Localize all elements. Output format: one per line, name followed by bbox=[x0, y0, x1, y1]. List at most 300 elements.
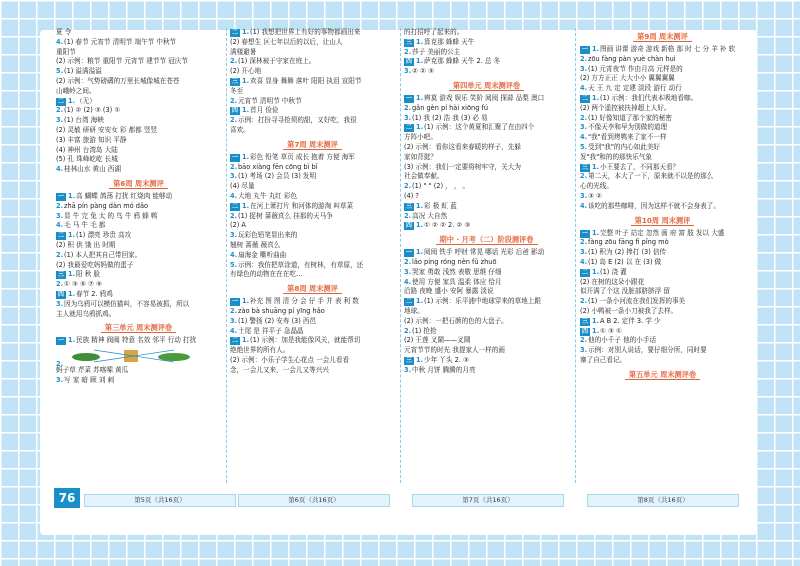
answer-line bbox=[230, 38, 395, 48]
answer-line bbox=[404, 67, 569, 77]
question-number: 1. bbox=[68, 191, 76, 200]
answer-line bbox=[580, 346, 745, 356]
question-number: 4. bbox=[230, 326, 238, 335]
answer-line bbox=[404, 221, 569, 231]
answer-line bbox=[230, 172, 395, 182]
answer-text: (2) 示例：看你这看来春暖的样子，先躲 bbox=[404, 142, 521, 151]
question-number: 3. bbox=[580, 346, 588, 355]
page-footer: 第7页（共16页） bbox=[412, 494, 564, 507]
answer-line bbox=[404, 182, 569, 192]
question-number: 3. bbox=[580, 123, 588, 132]
answer-text: (2) 灵敏 研研 安安女 彩 都都 竖竖 bbox=[56, 125, 158, 134]
answer-line bbox=[404, 336, 569, 346]
answer-line bbox=[580, 143, 745, 153]
answer-line bbox=[580, 297, 745, 307]
question-number: 3. bbox=[404, 67, 412, 76]
answer-line bbox=[580, 192, 745, 202]
question-number: 2. bbox=[580, 297, 588, 306]
section-heading-text: 第10周 周末测评 bbox=[631, 216, 695, 226]
question-number: 2. bbox=[230, 211, 238, 220]
answer-text: gǎn gèn pí hài xiōng fú bbox=[412, 103, 489, 112]
question-number: 4. bbox=[230, 191, 238, 200]
answer-text: 示例：打扮寻寻抢须的甜，又好吃，我很 bbox=[238, 116, 357, 125]
question-number: 3. bbox=[230, 172, 238, 181]
answer-text: (1) 示例：我们代表本吸地看咖。 bbox=[600, 93, 698, 102]
question-number: 1. bbox=[68, 96, 76, 105]
answer-text: 绝绝世界的所有人。 bbox=[230, 346, 290, 355]
answer-line bbox=[404, 153, 569, 163]
question-number: 2. bbox=[404, 103, 412, 112]
answer-text: (2) 开心地 bbox=[230, 67, 262, 76]
answer-line bbox=[580, 248, 745, 258]
question-number: 2. bbox=[404, 257, 412, 266]
answer-line bbox=[580, 258, 745, 268]
answer-text: 社会做奉献。 bbox=[404, 172, 444, 181]
answer-line bbox=[56, 38, 221, 48]
answer-text: 扇海金 嘶听曲曲 bbox=[238, 250, 287, 259]
column-divider bbox=[400, 28, 401, 483]
answer-text: (1) 我 (2) 浩 我 (3) 必 易 bbox=[412, 113, 488, 122]
answer-text: 完整 叶子 站定 忽然 画 府 富 肢 发以 大盛 bbox=[600, 228, 725, 237]
section-badge: 三 bbox=[582, 317, 589, 325]
section-badge: 四 bbox=[232, 107, 239, 115]
answer-text: 元宵节 清明节 中秋节 bbox=[238, 96, 302, 105]
answer-text: 桂林山水 黄山 西湖 bbox=[64, 165, 121, 174]
answer-text: 夏 令 bbox=[56, 28, 72, 36]
answer-text: (5) 孔 珠峰屹屹 长城 bbox=[56, 155, 118, 164]
answer-text: ① ② ② 2. ② ③ bbox=[424, 221, 471, 230]
answer-line bbox=[230, 346, 395, 356]
answer-text: 高 蝴蝶 鸽荡 打扰 红烧肉 能够动 bbox=[76, 191, 173, 200]
answer-line bbox=[404, 48, 569, 58]
question-number: 2. bbox=[56, 106, 64, 115]
answer-column bbox=[404, 28, 569, 483]
question-number: 2. bbox=[580, 336, 588, 345]
answer-text: (2) 示例：小乐子学生心花点 一会儿看看 bbox=[230, 355, 350, 364]
answer-line bbox=[56, 192, 221, 202]
answer-line bbox=[404, 307, 569, 317]
answer-line bbox=[230, 192, 395, 202]
answer-line bbox=[56, 290, 221, 300]
question-number: 1. bbox=[242, 106, 250, 115]
answer-line bbox=[56, 146, 221, 156]
question-number: 2. bbox=[230, 57, 238, 66]
answer-line bbox=[56, 261, 221, 271]
question-number: 2. bbox=[56, 360, 64, 367]
section-heading-text: 期中 · 月考（二）阶段测评卷 bbox=[436, 235, 538, 245]
question-number: 2. bbox=[580, 238, 588, 247]
answer-line bbox=[230, 116, 395, 126]
section-badge: 一 bbox=[582, 229, 589, 237]
answer-text: 该吃的那些咖啡，因为这样不就不会身表了。 bbox=[588, 201, 720, 210]
answer-line bbox=[230, 270, 395, 280]
question-number: 1. bbox=[242, 152, 250, 161]
answer-text: 有绿色的动物在在在吃… bbox=[230, 270, 303, 279]
question-number: 3. bbox=[580, 191, 588, 200]
answer-line bbox=[580, 153, 745, 163]
section-badge: 一 bbox=[406, 249, 413, 257]
answer-text: (2) 积 供 饿 出 时期 bbox=[56, 240, 116, 249]
question-number: 3. bbox=[230, 231, 238, 240]
answer-text: 沿路 夜晚 盛小 安阿 暴露 淡说 bbox=[404, 287, 494, 296]
section-badge: 二 bbox=[232, 202, 239, 210]
question-number: 2. bbox=[230, 306, 238, 315]
section-badge: 二 bbox=[582, 268, 589, 276]
question-number: 3. bbox=[56, 116, 64, 125]
answer-line bbox=[56, 87, 221, 97]
section-badge: 一 bbox=[582, 46, 589, 53]
answer-text: 中秋 月饼 腾腾的月亮 bbox=[412, 365, 476, 374]
answer-text: 阳 秋 脸 bbox=[76, 270, 100, 279]
answer-text: zào bà shuāng pí yīng hǎo bbox=[238, 306, 325, 315]
question-number: 2. bbox=[56, 201, 64, 210]
answer-line bbox=[580, 84, 745, 94]
answer-line bbox=[230, 212, 395, 222]
answer-line bbox=[230, 106, 395, 116]
question-number: 2. bbox=[580, 113, 588, 122]
answer-text: 不像天李和早为别做的道理 bbox=[588, 123, 668, 132]
answer-text: 少年 丫头 2. ③ bbox=[424, 355, 469, 364]
answer-text: 他的小千子 他的小手话 bbox=[588, 336, 657, 345]
answer-line bbox=[404, 38, 569, 48]
section-badge: 二 bbox=[58, 97, 65, 105]
answer-text: 毛 马 牛 毛 都 bbox=[64, 221, 106, 230]
answer-line bbox=[56, 165, 221, 175]
answer-text: 主人就用乌鸦抓鸡。 bbox=[56, 309, 116, 318]
question-number: 2. bbox=[56, 250, 64, 259]
answer-text: ① ③ ⑤ ⑦ ⑨ bbox=[64, 280, 102, 289]
answer-line bbox=[56, 116, 221, 126]
question-number: 4. bbox=[580, 133, 588, 142]
answer-text: 首月 俭俭 bbox=[250, 106, 279, 115]
answer-line bbox=[56, 106, 221, 116]
section-badge: 四 bbox=[406, 58, 413, 66]
answer-line bbox=[230, 297, 395, 307]
answer-text: 元宵节节的时光 我提家人一样的画 bbox=[404, 346, 506, 355]
answer-text: (1) 好像知道了那个家的秘密 bbox=[588, 113, 672, 122]
answer-line bbox=[230, 126, 395, 136]
question-number: 1. bbox=[416, 123, 424, 132]
answer-text: 春节 2. 鸦鸡 bbox=[76, 289, 113, 298]
answer-text: 补充 图 图 清 分 会 仔 手 并 表 利 数 bbox=[250, 297, 359, 306]
answer-line bbox=[230, 67, 395, 77]
answer-line bbox=[580, 45, 745, 55]
section-badge: 二 bbox=[232, 337, 239, 345]
answer-text: (1) 岛 E (2) 以 在 (3) 做 bbox=[588, 257, 662, 266]
answer-line bbox=[56, 231, 221, 241]
answer-line bbox=[404, 278, 569, 288]
answer-text: (4) 尽量 bbox=[230, 182, 255, 191]
answer-line bbox=[56, 270, 221, 280]
question-number: 1. bbox=[416, 37, 424, 46]
answer-text: "我"看到烤鸭来了家不一样 bbox=[588, 133, 667, 142]
answer-line bbox=[230, 202, 395, 212]
section-heading-text: 第三单元 周末测评卷 bbox=[101, 323, 176, 333]
answer-line bbox=[404, 104, 569, 114]
answer-text: (1) ② (2) ③ (3) ① bbox=[64, 106, 121, 115]
answer-text: 念，一会儿又来，一会儿又等兴兴 bbox=[230, 365, 329, 374]
answer-line bbox=[580, 74, 745, 84]
question-number: 2. bbox=[580, 54, 588, 63]
answer-text: (4) ? bbox=[404, 191, 419, 200]
question-number: 1. bbox=[242, 76, 250, 85]
answer-line bbox=[580, 356, 745, 366]
answer-text: 示例：对别人说话，要仔细分所，同时要 bbox=[588, 346, 707, 355]
answer-line bbox=[230, 28, 395, 38]
answer-text: fàng zōu fāng fi pǐng mò bbox=[588, 238, 669, 247]
answer-line bbox=[56, 57, 221, 67]
page-footer: 第5页（共16页） bbox=[84, 494, 236, 507]
answer-text: (1) 警扬 (2) 安寿 (3) 西邑 bbox=[238, 316, 317, 325]
answer-text: (3) 丰富 旅游 知识 平静 bbox=[56, 135, 127, 144]
question-number: 1. bbox=[592, 162, 600, 171]
answer-text: （无） bbox=[76, 96, 96, 105]
answer-text: (1) 元宵夜节 作由月高 元样是的 bbox=[588, 64, 683, 73]
section-badge: 四 bbox=[58, 290, 65, 298]
answer-text: 萨克那 蜂蜂 天牛 2. 总 冬 bbox=[424, 57, 501, 66]
answer-line bbox=[56, 126, 221, 136]
answer-line bbox=[230, 261, 395, 271]
question-number: 2. bbox=[404, 182, 412, 191]
answer-text: (2) 示例：粮节 重阳节 元宵节 建节节 冠庆节 bbox=[56, 57, 188, 66]
answer-line bbox=[404, 114, 569, 124]
answer-line bbox=[56, 136, 221, 146]
answer-line bbox=[404, 163, 569, 173]
section-badge: 二 bbox=[232, 29, 239, 36]
answer-line bbox=[230, 366, 395, 376]
answer-line bbox=[230, 48, 395, 58]
answer-text: 彩色 铅笔 草页 成长 抱着 方便 海军 bbox=[250, 152, 355, 161]
question-number: 3. bbox=[404, 267, 412, 276]
question-number: 5. bbox=[230, 260, 238, 269]
answer-text: 在河上萧打片 和河体的游淘 叫草菜 bbox=[250, 201, 354, 210]
answer-line bbox=[230, 327, 395, 337]
answer-text: ① ③ ① bbox=[600, 326, 622, 335]
answer-text: (2) 方方正正 大大小小 翼翼翼翼 bbox=[580, 74, 675, 83]
answer-text: 大地 丸牛 丸红 彩色 bbox=[238, 191, 298, 200]
question-number: 3. bbox=[404, 113, 412, 122]
answer-line bbox=[580, 104, 745, 114]
answer-line bbox=[230, 336, 395, 346]
answer-text: 土尾 是 祥平子 急晶晶 bbox=[238, 326, 304, 335]
answer-line bbox=[56, 28, 221, 38]
answer-line bbox=[230, 57, 395, 67]
answer-text: (2) A bbox=[230, 221, 246, 230]
answer-line bbox=[56, 212, 221, 222]
answer-text: 示例：我仿把草涂道，有树林，有草原，还 bbox=[238, 260, 364, 269]
answer-text: (1) 捉树 蔷薇真么 挂那的天马争 bbox=[238, 211, 333, 220]
answer-line bbox=[56, 221, 221, 231]
answer-text: 方阵小吧。 bbox=[404, 133, 437, 142]
answer-text: 第二天，本大了一下，原来就不以是的那么 bbox=[588, 172, 714, 181]
answer-line bbox=[580, 336, 745, 346]
question-number: 1. bbox=[592, 93, 600, 102]
answer-text: (1) 示例：乐平浦中地球穿来的草地上跟 bbox=[424, 297, 541, 306]
section-badge: 二 bbox=[582, 94, 589, 102]
answer-line bbox=[404, 57, 569, 67]
answer-line bbox=[56, 310, 221, 320]
section-heading bbox=[404, 79, 569, 92]
question-number: 4. bbox=[580, 84, 588, 93]
question-number: 4. bbox=[230, 250, 238, 259]
answer-line bbox=[230, 163, 395, 173]
answer-text: 玩彩色铅笔显出来的 bbox=[238, 231, 298, 240]
section-heading-text: 第五单元 周末测评卷 bbox=[625, 370, 700, 380]
section-badge: 四 bbox=[582, 327, 589, 335]
answer-text: (1) 示例：这个黄夏和汇聚了在由四个 bbox=[424, 123, 535, 132]
answer-text: (1) 春节 元宵节 清明节 端午节 中秋节 bbox=[64, 37, 177, 46]
question-number: 2. bbox=[230, 162, 238, 171]
answer-text: 重阳节 bbox=[56, 47, 76, 56]
answer-line bbox=[404, 356, 569, 366]
answer-text: 山峨岭之间。 bbox=[56, 86, 96, 95]
page-footer: 第6页（共16页） bbox=[238, 494, 390, 507]
section-badge: 四 bbox=[406, 222, 413, 230]
answer-text: zōu fàng pàn yuè chàn hui bbox=[588, 54, 676, 63]
answer-text: (2) 我最爱吃妈妈做的蛋子 bbox=[56, 260, 134, 269]
answer-line bbox=[580, 182, 745, 192]
answer-text: 算克那 蜂蜂 天牛 bbox=[424, 37, 475, 46]
answer-line bbox=[56, 67, 221, 77]
question-number: 4. bbox=[580, 201, 588, 210]
answer-text: (1) 一条小河流在我们发挥的事美 bbox=[588, 297, 686, 306]
answer-text: (2) 示例：气势磅礴的万里长城像城在苍苍 bbox=[56, 76, 180, 85]
question-number: 2. bbox=[404, 47, 412, 56]
answer-line bbox=[56, 251, 221, 261]
answer-line bbox=[230, 307, 395, 317]
answer-text: 因为乌鸦可以模仿猫叫，不容易被抓，所以 bbox=[64, 299, 190, 308]
answer-text: 高况 大自然 bbox=[412, 211, 448, 220]
answer-text: (2) 王莲 叉鬧——叉鬧 bbox=[404, 336, 471, 345]
answer-line bbox=[404, 172, 569, 182]
answer-line bbox=[580, 172, 745, 182]
answer-text: ③ ② bbox=[588, 191, 602, 200]
section-badge: 一 bbox=[232, 153, 239, 161]
answer-text: 家如背挺？ bbox=[404, 152, 437, 161]
question-number: 4. bbox=[404, 277, 412, 286]
answer-line bbox=[580, 278, 745, 288]
answer-text: (2) 示例：一把石颜的色的大盘子。 bbox=[404, 316, 508, 325]
answer-line bbox=[404, 123, 569, 133]
section-heading bbox=[230, 282, 395, 295]
answer-text: zhā pín pàng dàn mó dǎo bbox=[64, 201, 149, 210]
answer-line bbox=[580, 123, 745, 133]
answer-line bbox=[56, 155, 221, 165]
section-heading-text: 第四单元 周末测评卷 bbox=[449, 81, 524, 91]
question-number: 4. bbox=[56, 221, 64, 230]
answer-line bbox=[580, 268, 745, 278]
answer-line bbox=[56, 376, 221, 386]
answer-line bbox=[404, 268, 569, 278]
answer-line bbox=[56, 346, 221, 366]
section-badge: 二 bbox=[58, 232, 65, 240]
question-number: 1. bbox=[416, 355, 424, 364]
answer-text: 显 牛 完 兔 太 的 鸟 牛 鸦 蜂 鸭 bbox=[64, 211, 158, 220]
question-number: 1. bbox=[416, 57, 424, 66]
section-badge: 三 bbox=[406, 38, 413, 46]
answer-line bbox=[56, 366, 221, 376]
answer-text: (1) 抢抢 bbox=[412, 326, 437, 335]
answer-line bbox=[230, 231, 395, 241]
answer-line bbox=[580, 94, 745, 104]
answer-line bbox=[580, 163, 745, 173]
answer-line bbox=[404, 192, 569, 202]
question-number: 1. bbox=[68, 270, 76, 279]
section-badge: 一 bbox=[232, 298, 239, 306]
question-number: 1. bbox=[416, 221, 424, 230]
answer-line bbox=[404, 28, 569, 38]
answer-text: (1) 示例：加是我能像风关，就能帮切 bbox=[250, 336, 361, 345]
answer-column bbox=[56, 28, 221, 483]
answer-text: 寨了自己看记。 bbox=[580, 355, 627, 364]
answer-text: 的打招呼了起来的。 bbox=[404, 28, 464, 36]
answer-text: 欢喜 显身 舞舞 落叶 阳阳 执泪 宣阳节 bbox=[250, 76, 362, 85]
matching-illustration bbox=[64, 346, 204, 366]
answer-text: 使用 方便 家具 温柔 体应 恰月 bbox=[412, 277, 502, 286]
answer-line bbox=[580, 287, 745, 297]
answer-line bbox=[56, 48, 221, 58]
answer-text: (1) 深林被于守家在庭上。 bbox=[238, 57, 316, 66]
answer-line bbox=[580, 202, 745, 212]
answer-line bbox=[580, 317, 745, 327]
section-badge: 一 bbox=[406, 94, 413, 102]
answer-text: lǎo píng róng nèn fǔ zhuō bbox=[412, 257, 497, 266]
question-number: 3. bbox=[580, 64, 588, 73]
answer-text: 蚂子草 芹菜 苏喀嗦 黄瓜 bbox=[56, 366, 129, 375]
answer-line bbox=[580, 327, 745, 337]
answer-line bbox=[230, 221, 395, 231]
column-divider bbox=[226, 28, 227, 483]
question-number: 1. bbox=[592, 326, 600, 335]
answer-line bbox=[230, 87, 395, 97]
answer-text: (1) 台湾 海峡 bbox=[64, 116, 104, 125]
answer-line bbox=[56, 77, 221, 87]
question-number: 1. bbox=[416, 93, 424, 102]
answer-text: ② ② ③ bbox=[412, 67, 434, 76]
answer-line bbox=[230, 241, 395, 251]
answer-text: (1) " " (2) ， ， 。 bbox=[412, 182, 470, 191]
question-number: 3. bbox=[56, 211, 64, 220]
answer-text: 哭家 勇敢 浅然 表敬 思维 仔细 bbox=[412, 267, 502, 276]
question-number: 1. bbox=[416, 201, 424, 210]
answer-text: (2) 小鸭被一条小刀被我了去样。 bbox=[580, 306, 678, 315]
answer-line bbox=[580, 65, 745, 75]
answer-text: (1) 我想把世界上有好的事物都画出来 bbox=[250, 28, 361, 36]
answer-text: 冬至 bbox=[230, 86, 244, 95]
answer-line bbox=[404, 133, 569, 143]
section-badge: 三 bbox=[58, 271, 65, 279]
answer-text: (1) 浇 灌 bbox=[600, 267, 627, 276]
answer-text: A B 2. 定伴 3. 学 少 bbox=[600, 316, 661, 325]
answer-line bbox=[230, 317, 395, 327]
answer-line bbox=[230, 153, 395, 163]
answer-text: 辨莫 游戏 娱乐 笑阶 阅阅 探蒜 品梨 澳口 bbox=[424, 93, 545, 102]
answer-line bbox=[230, 251, 395, 261]
answer-line bbox=[580, 307, 745, 317]
answer-line bbox=[580, 229, 745, 239]
answer-line bbox=[580, 114, 745, 124]
section-badge: 三 bbox=[232, 77, 239, 85]
section-badge: 一 bbox=[58, 337, 65, 345]
section-badge: 三 bbox=[406, 356, 413, 364]
section-heading-text: 第7周 周末测评 bbox=[283, 140, 342, 150]
question-number: 1. bbox=[68, 289, 76, 298]
answer-text: (2) 在树的这朵小跟花 bbox=[580, 277, 645, 286]
answer-line bbox=[56, 97, 221, 107]
section-badge: 一 bbox=[58, 192, 65, 200]
answer-text: (2) 两个遥控被扶掉超上人好。 bbox=[580, 103, 671, 112]
answer-text: (1) 积为 (2) 捧打 (3) 信传 bbox=[588, 248, 667, 257]
